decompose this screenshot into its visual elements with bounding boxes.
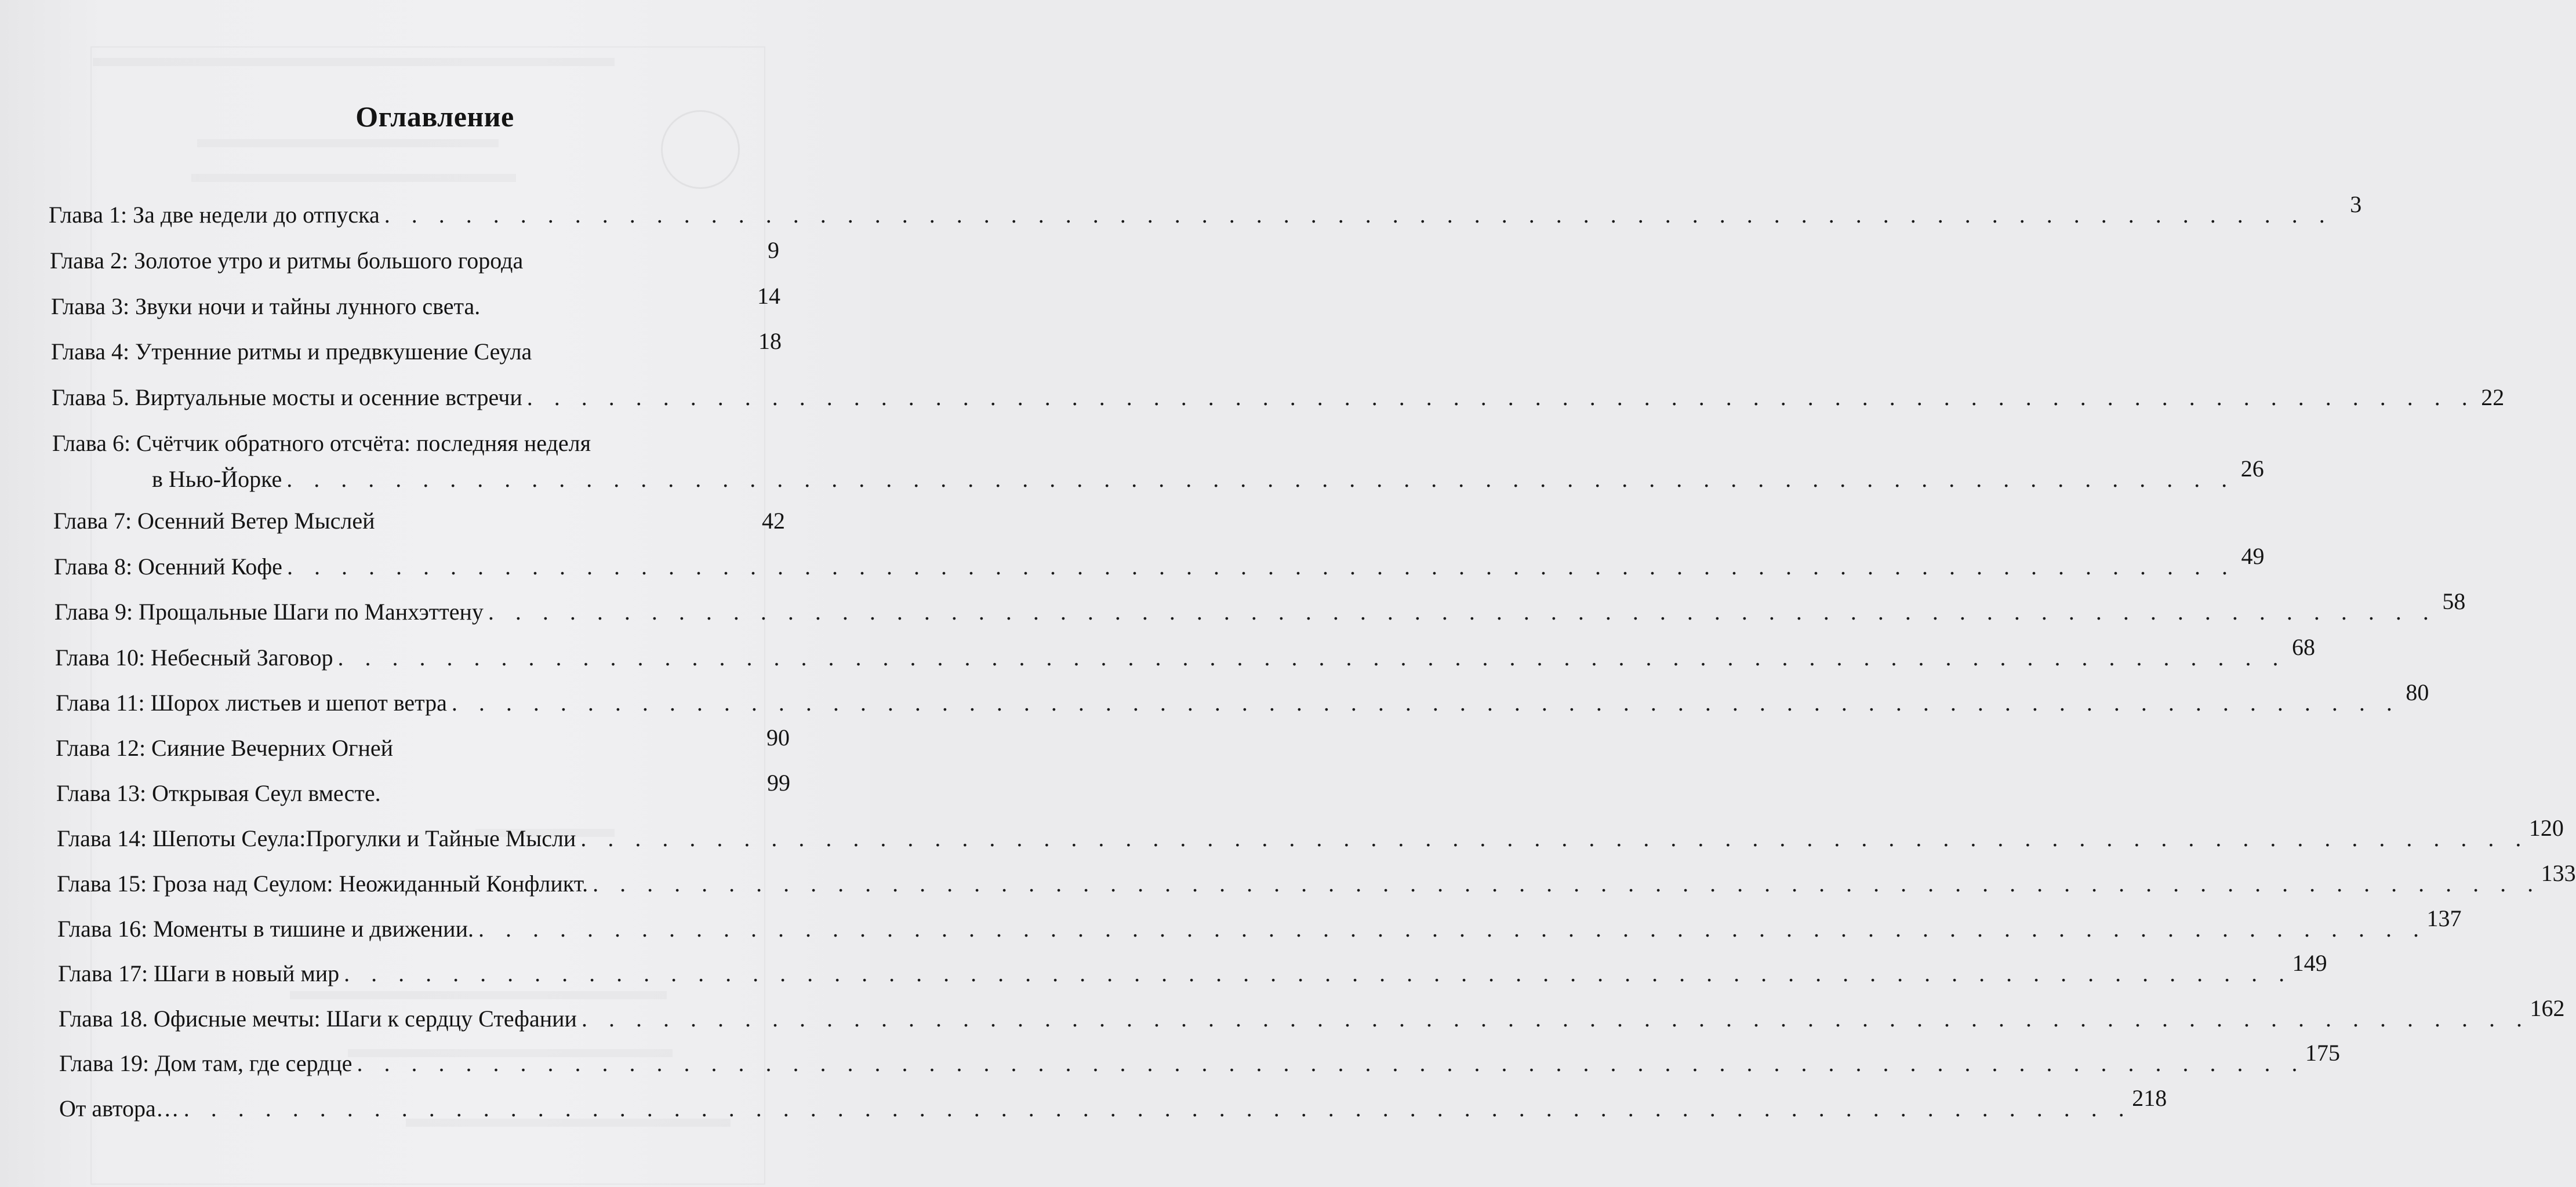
toc-leader: . . . . . . . . . . . . . . . . . . . . . . . . . . . . . . . . . . . . . . . . . . . . . . . . . . . . . . . . . . . . . . . . . . . . . . . . xyxy=(526,384,2476,410)
toc-entry-page: 133 xyxy=(2541,860,2576,886)
toc-entry-page: 14 xyxy=(757,283,780,309)
toc-entry xyxy=(59,1085,2167,1122)
toc-entry-title: Глава 18. Офисные мечты: Шаги к сердцу Стефании xyxy=(59,1006,577,1032)
toc-entry xyxy=(53,508,785,534)
toc-entry xyxy=(51,328,782,365)
toc-entry-page: 218 xyxy=(2132,1085,2167,1111)
toc-entry-title: Глава 14: Шепоты Сеула:Прогулки и Тайные Мысли xyxy=(57,825,576,851)
toc-entry-page: 90 xyxy=(766,724,790,751)
toc-leader: . . . . . . . . . . . . . . . . . . . . . . . . . . . . . . . . . . . . . . . . . . . . . . . . . . . . . . . . . . . . . . . . . . . . . . . . xyxy=(357,1050,2305,1076)
toc-entry xyxy=(56,679,2429,716)
toc-entry-page: 175 xyxy=(2305,1040,2340,1066)
toc-entry-page: 26 xyxy=(2240,456,2264,482)
toc-entry-page: 9 xyxy=(768,237,779,263)
toc-leader: . . . . . . . . . . . . . . . . . . . . . . . . . . . . . . . . . . . . . . . . . . . . . . . . . . . . . . . . . . . . . . . . . . . . . . . . xyxy=(581,1006,2530,1032)
toc-entry xyxy=(152,456,2264,493)
toc-entry xyxy=(56,724,790,762)
toc-entry-title: Глава 15: Гроза над Сеулом: Неожиданный Конфликт. xyxy=(57,871,588,897)
toc-entry xyxy=(55,634,2316,671)
toc-leader: . . . . . . . . . . . . . . . . . . . . . . . . . . . . . . . . . . . . . . . . . . . . . . . . . . . . . . . . . . . . . . . . . . . . . . . . xyxy=(451,690,2400,716)
toc-entry-page: 58 xyxy=(2442,588,2466,614)
toc-entry-title: Глава 7: Осенний Ветер Мыслей xyxy=(53,508,375,534)
toc-entry-title: Глава 2: Золотое утро и ритмы большого города xyxy=(50,247,524,274)
toc-entry xyxy=(57,860,2576,897)
toc-entry-title: Глава 16: Моменты в тишине и движении. xyxy=(57,916,474,942)
toc-entry-page: 162 xyxy=(2530,995,2565,1021)
toc-leader: . . . . . . . . . . . . . . . . . . . . . . . . . . . . . . . . . . . . . . . . . . . . . . . . . . . . . . . . . . . . . . . . . . . . . . . . xyxy=(478,916,2427,942)
toc-entry-page: 68 xyxy=(2292,634,2316,660)
toc-entry xyxy=(58,950,2327,987)
toc-entry-title: Глава 3: Звуки ночи и тайны лунного света. xyxy=(51,293,481,319)
toc-entry xyxy=(51,283,780,320)
toc-entry-page: 3 xyxy=(2350,191,2362,217)
toc-leader: . . . . . . . . . . . . . . . . . . . . . . . . . . . . . . . . . . . . . . . . . . . . . . . . . . . . . . . . . . . . . . . . . . . . . . . . xyxy=(286,554,2236,580)
toc-entry xyxy=(50,237,779,274)
toc-leader: . . . . . . . . . . . . . . . . . . . . . . . . . . . . . . . . . . . . . . . . . . . . . . . . . . . . . . . . . . . . . . . . . . . . . . . . xyxy=(488,599,2437,625)
toc-entry xyxy=(57,815,2564,852)
toc-entry-title: Глава 9: Прощальные Шаги по Манхэттену xyxy=(55,599,484,625)
toc-entry-page: 99 xyxy=(767,770,790,796)
toc-leader: . . . . . . . . . . . . . . . . . . . . . . . . . . . . . . . . . . . . . . . . . . . . . . . . . . . . . . . . . . . . . . . . . . . . . . . . xyxy=(384,202,2333,228)
toc-leader: . . . . . . . . . . . . . . . . . . . . . . . . . . . . . . . . . . . . . . . . . . . . . . . . . . . . . . . . . . . . . . . . . . . . . . . . xyxy=(183,1095,2132,1122)
toc-entry-page: 42 xyxy=(762,508,785,534)
toc-entry xyxy=(49,191,2362,228)
toc-entry xyxy=(54,543,2265,580)
toc-entry-title: Глава 5. Виртуальные мосты и осенние встречи xyxy=(52,384,522,410)
toc-entry-page: 18 xyxy=(758,328,782,354)
toc-entry-title: Глава 17: Шаги в новый мир xyxy=(58,960,340,986)
toc-leader: . . . . . . . . . . . . . . . . . . . . . . . . . . . . . . . . . . . . . . . . . . . . . . . . . . . . . . . . . . . . . . . . . . . . . . . . xyxy=(580,825,2529,851)
page-title: Оглавление xyxy=(355,100,514,133)
toc-entry-title: Глава 10: Небесный Заговор xyxy=(55,645,333,671)
toc-entry xyxy=(56,770,790,807)
toc-entry xyxy=(52,384,2505,411)
toc-leader: . . . . . . . . . . . . . . . . . . . . . . . . . . . . . . . . . . . . . . . . . . . . . . . . . . . . . . . . . . . . . . . . . . . . . . . . xyxy=(286,466,2235,492)
toc-leader: . . . . . . . . . . . . . . . . . . . . . . . . . . . . . . . . . . . . . . . . . . . . . . . . . . . . . . . . . . . . . . . . . . . . . . . . xyxy=(593,871,2541,897)
toc-entry-title-line1: Глава 6: Счётчик обратного отсчёта: последняя неделя xyxy=(52,430,591,456)
toc-entry-title: Глава 11: Шорох листьев и шепот ветра xyxy=(56,690,447,716)
toc-entry-title: От автора… xyxy=(59,1095,179,1122)
toc-entry-page: 80 xyxy=(2406,679,2429,705)
toc-entry-page: 120 xyxy=(2528,815,2564,841)
toc-leader: . . . . . . . . . . . . . . . . . . . . . . . . . . . . . . . . . . . . . . . . . . . . . . . . . . . . . . . . . . . . . . . . . . . . . . . . xyxy=(344,960,2292,986)
toc-entry-title: Глава 19: Дом там, где сердце xyxy=(59,1050,353,1076)
toc-entry-page: 137 xyxy=(2426,905,2462,931)
toc-entry-title: в Нью-Йорке xyxy=(152,466,282,492)
toc-entry-title: Глава 13: Открывая Сеул вместе. xyxy=(56,780,381,806)
toc-entry-page: 49 xyxy=(2241,543,2265,569)
toc-entry-title: Глава 1: За две недели до отпуска xyxy=(49,202,380,228)
toc-entry-title: Глава 12: Сияние Вечерних Огней xyxy=(56,735,394,761)
toc-entry-page: 22 xyxy=(2481,384,2505,410)
toc-entry xyxy=(57,905,2462,942)
toc-entry-title: Глава 4: Утренние ритмы и предвкушение Сеула xyxy=(51,338,532,365)
toc-entry-page: 149 xyxy=(2292,950,2327,976)
toc-entry xyxy=(55,588,2466,625)
toc-entry xyxy=(59,995,2565,1032)
toc-entry xyxy=(59,1040,2340,1077)
toc-entry-title: Глава 8: Осенний Кофе xyxy=(54,554,282,580)
toc-leader: . . . . . . . . . . . . . . . . . . . . . . . . . . . . . . . . . . . . . . . . . . . . . . . . . . . . . . . . . . . . . . . . . . . . . . . . xyxy=(337,645,2287,671)
